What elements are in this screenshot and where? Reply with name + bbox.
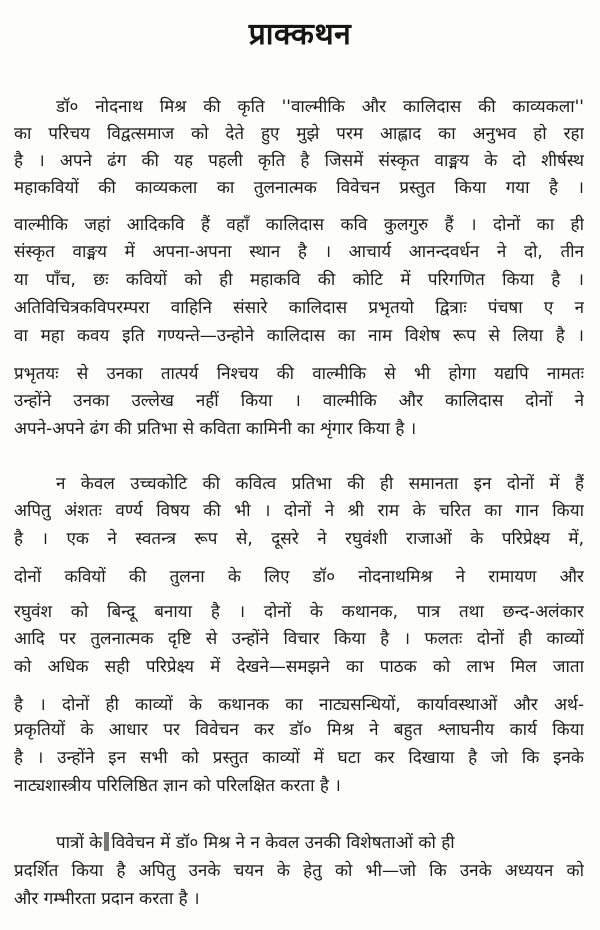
text-line: है । दोनों ही काव्यों के कथानक का नाट्यसन्धियों, कार्यावस्थाओं और अर्थ-: [14, 695, 584, 715]
scan-artifact-mark: [104, 832, 109, 851]
text-line: नाट्यशास्त्रीय परिलिष्ठित ज्ञान को परिलक्षित करता है ।: [14, 776, 341, 796]
text-line: उन्होंने उनका उल्लेख नहीं किया । वाल्मीकि और कालिदास दोनों ने: [14, 391, 584, 411]
text-line: न केवल उच्चकोटि की कवित्व प्रतिभा की ही समानता इन दोनों में हैं: [56, 474, 584, 494]
page-title: प्राक्कथन: [248, 17, 352, 52]
text-line: अतिविचित्रकविपरम्परा वाहिनि संसारे कालिदास प्रभृतयो द्वित्राः पंचषा ए न: [14, 298, 584, 318]
text-line: अपने-अपने ढंग की प्रतिभा से कविता कामिनी का शृंगार किया है ।: [14, 419, 417, 439]
text-line: प्रदर्शित किया है अपितु उनके चयन के हेतु को भी—जो कि उनके अध्ययन को: [14, 861, 584, 881]
text-line: को अधिक सही परिप्रेक्ष्य में देखने—समझने का पाठक को लाभ मिल जाता: [14, 657, 584, 677]
text-fragment: विवेचन में डॉ० मिश्र ने न केवल उनकी विशेषताओं को ही: [111, 833, 455, 853]
text-line: या पाँच, छः कवियों को ही महाकवि की कोटि में परिगणित किया है ।: [14, 270, 584, 290]
text-line: रघुवंश को बिन्दू बनाया है । दोनों के कथानक, पात्र तथा छन्द-अलंकार: [14, 602, 584, 622]
text-line: महाकवियों की काव्यकला का तुलनात्मक विवेचन प्रस्तुत किया गया है ।: [14, 178, 584, 198]
text-line: वाल्मीकि जहां आदिकवि हैं वहाँ कालिदास कवि कुलगुरु हैं । दोनों का ही: [14, 215, 584, 235]
text-line: प्रकृतियों के आधार पर विवेचन कर डॉ० मिश्र ने बहुत श्लाघनीय कार्य किया: [14, 720, 584, 740]
text-line: संस्कृत वाङ्मय में अपना-अपना स्थान है । आचार्य आनन्दवर्धन ने दो, तीन: [14, 242, 584, 262]
text-line: और गम्भीरता प्रदान करता है ।: [14, 889, 200, 909]
text-line: है । अपने ढंग की यह पहली कृति है जिसमें संस्कृत वाङ्मय के दो शीर्षस्थ: [14, 151, 584, 171]
text-line: [56, 831, 584, 855]
text-line: डॉ० नोदनाथ मिश्र की कृति ''वाल्मीकि और कालिदास की काव्यकला'': [56, 97, 584, 117]
text-line: है । उन्होंने इन सभी को प्रस्तुत काव्यों में घटा कर दिखाया है जो कि इनके: [14, 748, 584, 768]
text-line: अपितु अंशतः वर्ण्य विषय की भी । दोनों ने श्री राम के चरित का गान किया: [14, 501, 584, 521]
text-line: प्रभृतयः से उनका तात्पर्य निश्चय की वाल्मीकि से भी होगा यद्यपि नामतः: [14, 364, 584, 384]
text-line: वा महा कवय इति गण्यन्ते—उन्होने कालिदास का नाम विशेष रूप से लिया है ।: [14, 326, 584, 346]
text-line: दोनों कवियों की तुलना के लिए डॉ० नोदनाथमिश्र ने रामायण और: [14, 567, 584, 587]
text-line: का परिचय विद्वत्समाज को देते हुए मुझे परम आह्लाद का अनुभव हो रहा: [14, 124, 584, 144]
text-line: आदि पर तुलनात्मक दृष्टि से उन्होंने विचार किया है । फलतः दोनों ही काव्यों: [14, 629, 584, 649]
text-fragment: पात्रों के: [56, 833, 103, 853]
text-line: है । एक ने स्वतन्त्र रूप से, दूसरे ने रघुवंशी राजाओं के परिप्रेक्ष्य में,: [14, 529, 584, 549]
